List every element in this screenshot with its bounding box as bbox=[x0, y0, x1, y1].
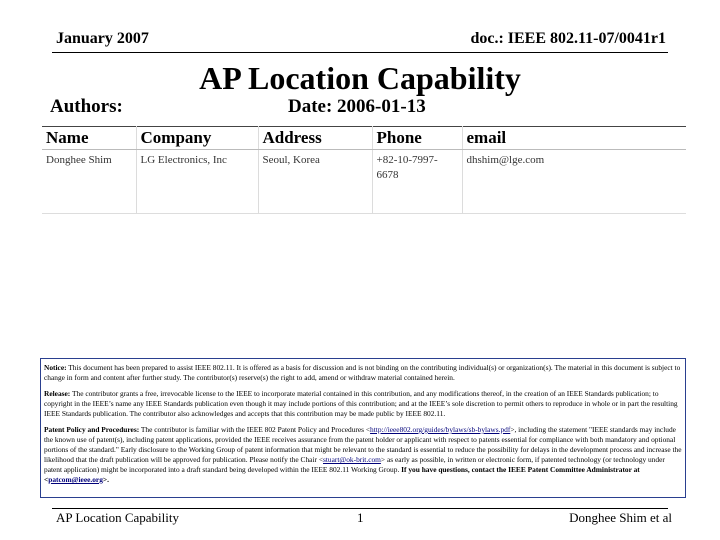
column-header-name: Name bbox=[42, 127, 136, 150]
page-number: 1 bbox=[357, 510, 364, 525]
header-divider bbox=[52, 52, 668, 53]
cell-empty bbox=[42, 183, 136, 214]
release-title: Release: bbox=[44, 389, 71, 398]
slide-title: AP Location Capability bbox=[199, 60, 521, 96]
footer-author: Donghee Shim et al bbox=[569, 510, 672, 525]
patent-text-2: >, including the statement "IEEE standards may include the known use of patent(s), including patent applications, provided the IEEE receives assurance from the patent holder or applicant with respect to patents essential for compliance with both mandatory and optional portions of the standard." Early disclosure to the Working Group of patent information that might be relevant to the standard is essential to reduce the possibility for delays in the development process and increase the likelihood that the draft publication will be approved for publication. Please notify the Chair < bbox=[44, 425, 682, 464]
notice-text: This document has been prepared to assist IEEE 802.11. It is offered as a basis for discussion and is not binding on the contributing individual(s) or organization(s). The material in this document is subject to change in form and content after further study. The contributor(s) reserve(s) the right to add, amend or withdraw material contained herein. bbox=[44, 363, 681, 382]
cell-email: dhshim@lge.com bbox=[462, 150, 686, 184]
cell-empty bbox=[136, 183, 258, 214]
table-row bbox=[42, 150, 686, 184]
questions-text: If you have questions, contact the IEEE Patent Committee Administrator at < bbox=[44, 465, 640, 484]
column-header-phone: Phone bbox=[372, 127, 462, 150]
footer-divider bbox=[52, 508, 668, 509]
patent-text-3: > as early as possible, in written or electronic form, if patented technology (or technology under patent application) might be incorporated into a draft standard being developed within the IEEE 802.11 Working Group. bbox=[44, 455, 665, 474]
admin-email-link[interactable]: patcom@ieee.org bbox=[48, 475, 103, 484]
cell-empty bbox=[462, 183, 686, 214]
notice-box bbox=[40, 358, 686, 498]
cell-name: Donghee Shim bbox=[46, 154, 112, 166]
authors-table bbox=[42, 126, 686, 214]
column-header-address: Address bbox=[258, 127, 372, 150]
cell-phone: +82-10-7997-6678 bbox=[372, 150, 462, 184]
patent-text-1: The contributor is familiar with the IEEE 802 Patent Policy and Procedures < bbox=[140, 425, 371, 434]
notice-title: Notice: bbox=[44, 363, 67, 372]
notice-paragraph bbox=[44, 363, 682, 383]
column-header-email: email bbox=[462, 127, 686, 150]
release-text: The contributor grants a free, irrevocable license to the IEEE to incorporate material contained in this contribution, and any modifications thereof, in the creation of an IEEE Standards publication; to copyright in the IEEE’s name any IEEE Standards publication even though it may include portions of this contribution; and at the IEEE’s sole discretion to permit others to reproduce in whole or in part the resulting IEEE Standards publication. The contributor also acknowledges and accepts that this contribution may be made public by IEEE 802.11. bbox=[44, 389, 678, 418]
chair-email-link[interactable]: stuart@ok-brit.com bbox=[323, 455, 381, 464]
cell-company: LG Electronics, Inc bbox=[136, 150, 258, 184]
footer-title: AP Location Capability bbox=[56, 510, 179, 525]
authors-label: Authors: bbox=[50, 96, 123, 117]
patent-paragraph bbox=[44, 425, 682, 485]
release-paragraph bbox=[44, 389, 682, 419]
table-row-empty bbox=[42, 183, 686, 214]
cell-address: Seoul, Korea bbox=[258, 150, 372, 184]
questions-end: >. bbox=[102, 475, 109, 484]
date-label: Date: 2006-01-13 bbox=[288, 96, 426, 117]
patent-policy-link[interactable]: http://ieee802.org/guides/bylaws/sb-bylaws.pdf bbox=[370, 425, 511, 434]
column-header-company: Company bbox=[136, 127, 258, 150]
header-date: January 2007 bbox=[56, 30, 149, 47]
cell-empty bbox=[372, 183, 462, 214]
cell-empty bbox=[258, 183, 372, 214]
patent-title: Patent Policy and Procedures: bbox=[44, 425, 140, 434]
table-header-row bbox=[42, 127, 686, 150]
header-doc-id: doc.: IEEE 802.11-07/0041r1 bbox=[470, 30, 666, 47]
